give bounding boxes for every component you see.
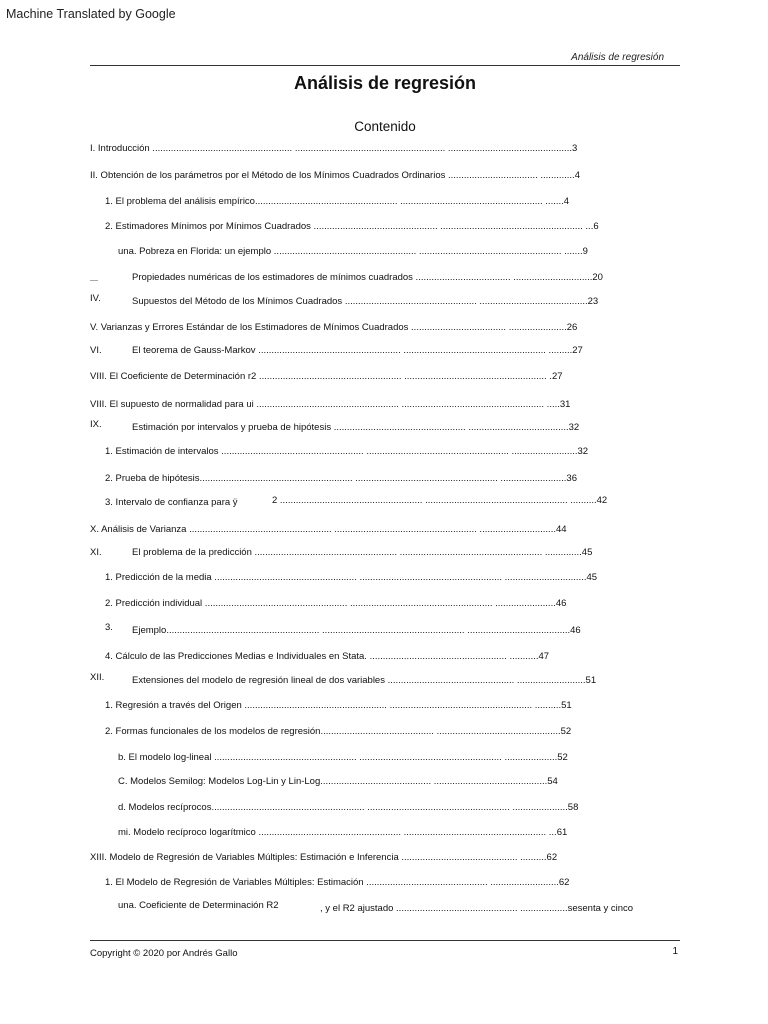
toc-entry-text: El teorema de Gauss-Markov ...................................................... ...................................................... .........27 xyxy=(132,345,583,356)
running-header: Análisis de regresión xyxy=(571,52,664,63)
toc-entry-number: XII. xyxy=(90,672,105,683)
toc-entry-number: ---- xyxy=(90,278,98,284)
toc-entry[interactable] xyxy=(0,877,768,891)
toc-entry[interactable] xyxy=(0,143,768,157)
toc-entry-text: 1. El problema del análisis empírico...................................................... ...................................................... .......4 xyxy=(105,196,570,207)
toc-entry-text: XIII. Modelo de Regresión de Variables Múltiples: Estimación e Inferencia ............................................ ..........62 xyxy=(90,852,558,863)
toc-entry-text: 1. Estimación de intervalos ...................................................... ...................................................... .........................32 xyxy=(105,446,589,457)
footer-copyright: Copyright © 2020 por Andrés Gallo xyxy=(90,948,238,959)
toc-entry[interactable] xyxy=(0,170,768,184)
toc-entry-text: VIII. El Coeficiente de Determinación r2 ...................................................... ...................................................... .27 xyxy=(90,371,563,382)
document-title: Análisis de regresión xyxy=(293,73,477,93)
toc-entry[interactable] xyxy=(0,322,768,336)
toc-entry[interactable] xyxy=(0,752,768,766)
toc-entry[interactable] xyxy=(0,524,768,538)
translation-banner-text: Machine Translated by Google xyxy=(6,7,176,21)
toc-entry-number: IX. xyxy=(90,419,102,430)
toc-entry[interactable] xyxy=(0,651,768,665)
toc-entry[interactable] xyxy=(0,473,768,487)
toc-entry[interactable] xyxy=(0,572,768,586)
toc-entry[interactable] xyxy=(0,371,768,385)
toc-entry-text: una. Coeficiente de Determinación R2 xyxy=(118,900,279,911)
toc-entry[interactable] xyxy=(0,419,768,436)
toc-entry[interactable] xyxy=(0,547,768,561)
toc-entry-text: Ejemplo.......................................................... ...................................................... .......................................46 xyxy=(132,625,581,636)
toc-entry[interactable] xyxy=(0,446,768,460)
toc-entry-text: Supuestos del Método de los Mínimos Cuadrados .................................................. .........................................23 xyxy=(132,296,599,307)
toc-entry[interactable] xyxy=(0,196,768,210)
toc-entry-text: I. Introducción ..................................................... ......................................................... ...............................................3 xyxy=(90,143,578,154)
table-of-contents xyxy=(0,28,768,968)
toc-entry-text: 2. Prueba de hipótesis.......................................................... ...................................................... .........................36 xyxy=(105,473,577,484)
toc-entry-text: C. Modelos Semilog: Modelos Log-Lin y Lin-Log.......................................... ...........................................54 xyxy=(118,776,558,787)
toc-entry[interactable] xyxy=(0,221,768,235)
toc-entry[interactable] xyxy=(0,598,768,612)
toc-entry-text: una. Pobreza en Florida: un ejemplo ...................................................... ...................................................... .......9 xyxy=(118,246,588,257)
toc-entry[interactable] xyxy=(0,399,768,413)
page-number: 1 xyxy=(672,946,678,957)
toc-entry-continuation: , y el R2 ajustado .............................................. ..................sesenta y cinco xyxy=(320,903,634,914)
toc-entry[interactable] xyxy=(0,827,768,841)
toc-entry-number: XI. xyxy=(90,547,102,558)
toc-entry-text: V. Varianzas y Errores Estándar de los Estimadores de Mínimos Cuadrados .................................... ......................26 xyxy=(90,322,578,333)
toc-entry-text: II. Obtención de los parámetros por el Método de los Mínimos Cuadrados Ordinarios .................................. .............4 xyxy=(90,170,580,181)
toc-entry-number: 3. xyxy=(105,622,113,633)
toc-entry-text: 3. Intervalo de confianza para ÿ xyxy=(105,497,238,508)
toc-heading: Contenido xyxy=(354,119,416,134)
toc-entry-text: 1. El Modelo de Regresión de Variables Múltiples: Estimación .............................................. ..........................62 xyxy=(105,877,570,888)
toc-entry-text: VIII. El supuesto de normalidad para ui ...................................................... ...................................................... .....31 xyxy=(90,399,571,410)
document-page xyxy=(0,28,768,1024)
toc-entry[interactable] xyxy=(0,622,768,639)
toc-entry[interactable] xyxy=(0,672,768,689)
toc-entry[interactable] xyxy=(0,293,768,310)
toc-entry-text: b. El modelo log-lineal ...................................................... ...................................................... ....................52 xyxy=(118,752,568,763)
toc-entry-text: 1. Regresión a través del Origen ...................................................... ...................................................... ..........51 xyxy=(105,700,572,711)
toc-entry-text: Propiedades numéricas de los estimadores de mínimos cuadrados .................................... ..............................20 xyxy=(132,272,603,283)
toc-entry[interactable] xyxy=(0,272,768,286)
footer-divider xyxy=(90,940,680,941)
toc-entry-text: 4. Cálculo de las Predicciones Medias e Individuales en Stata. .................................................... ...........47 xyxy=(105,651,550,662)
toc-entry[interactable] xyxy=(0,246,768,260)
translation-banner xyxy=(0,0,768,28)
toc-entry[interactable] xyxy=(0,802,768,816)
toc-entry-text: mi. Modelo recíproco logarítmico ...................................................... ...................................................... ...61 xyxy=(118,827,568,838)
toc-entry[interactable] xyxy=(0,852,768,866)
toc-entry-text: 1. Predicción de la media ...................................................... ...................................................... ...............................45 xyxy=(105,572,598,583)
toc-entry[interactable] xyxy=(0,497,768,511)
toc-entry-text: Extensiones del modelo de regresión lineal de dos variables ................................................ ..........................51 xyxy=(132,675,597,686)
toc-entry-number: IV. xyxy=(90,293,101,304)
toc-entry[interactable] xyxy=(0,726,768,740)
toc-entry-text: 2. Formas funcionales de los modelos de regresión........................................... ...............................................52 xyxy=(105,726,572,737)
toc-entry-text: Estimación por intervalos y prueba de hipótesis .................................................. ......................................32 xyxy=(132,422,580,433)
toc-entry-text: 2. Estimadores Mínimos por Mínimos Cuadrados ............................................... ...................................................... ...6 xyxy=(105,221,599,232)
toc-entry-continuation: 2 ...................................................... ...................................................... ..........42 xyxy=(272,495,608,506)
toc-entry[interactable] xyxy=(0,776,768,790)
toc-entry-text: X. Análisis de Varianza ...................................................... ...................................................... .............................44 xyxy=(90,524,567,535)
toc-entry-text: 2. Predicción individual ...................................................... ...................................................... .......................46 xyxy=(105,598,567,609)
toc-entry[interactable] xyxy=(0,345,768,359)
toc-entry[interactable] xyxy=(0,700,768,714)
toc-entry-text: El problema de la predicción ...................................................... ...................................................... ..............45 xyxy=(132,547,593,558)
toc-entry-text: d. Modelos recíprocos.......................................................... ...................................................... .....................58 xyxy=(118,802,579,813)
toc-entry-number: VI. xyxy=(90,345,102,356)
toc-entry[interactable] xyxy=(0,900,768,914)
